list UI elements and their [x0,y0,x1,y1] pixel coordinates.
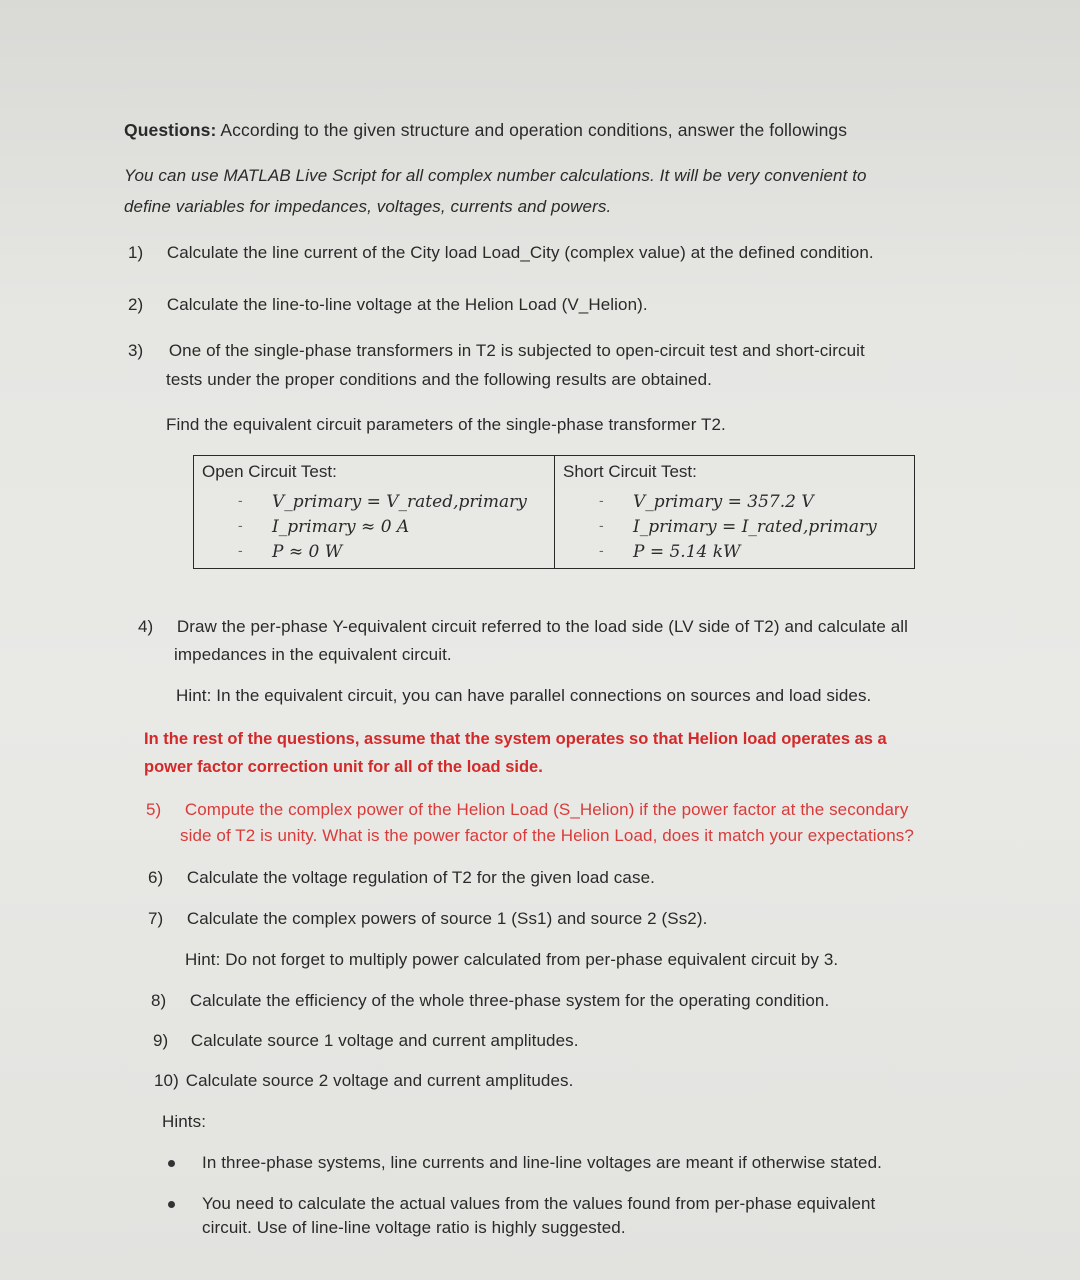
question-7 [148,909,707,929]
question-7-text: Calculate the complex powers of source 1 (Ss1) and source 2 (Ss2). [186,909,708,928]
question-1 [128,243,874,263]
open-circuit-voltage: V_primary = V_rated,primary [272,492,527,512]
question-number: 10) [154,1071,179,1090]
questions-heading [124,120,847,141]
hint-bullet-2-line-2: circuit. Use of line-line voltage ratio is highly suggested. [202,1218,626,1237]
hint-bullet-2-line-1: You need to calculate the actual values from the values found from per-phase equivalent [202,1194,876,1213]
list-dash: - [599,542,604,558]
list-dash: - [238,542,243,558]
question-10 [154,1071,573,1091]
list-dash: - [238,517,243,533]
question-3-line-1: One of the single-phase transformers in T2 is subjected to open-circuit test and short-circuit [168,341,865,360]
question-4-line-2: impedances in the equivalent circuit. [174,645,452,664]
question-7-hint: Hint: Do not forget to multiply power calculated from per-phase equivalent circuit by 3. [185,950,839,969]
question-9 [153,1031,579,1051]
transformer-test-table [193,455,915,569]
open-circuit-power: P ≈ 0 W [272,542,343,562]
question-6 [148,868,655,888]
hint-bullet-1: In three-phase systems, line currents and line-line voltages are meant if otherwise stated. [202,1153,882,1172]
question-4-line-1: Draw the per-phase Y-equivalent circuit referred to the load side (LV side of T2) and calculate all [176,617,909,636]
question-number: 9) [153,1031,169,1050]
bullet-icon [168,1201,175,1208]
list-dash: - [238,492,243,508]
list-dash: - [599,517,604,533]
question-number: 4) [138,617,154,636]
question-8 [151,991,829,1011]
short-circuit-test [554,456,914,568]
question-5-line-1: Compute the complex power of the Helion Load (S_Helion) if the power factor at the secondary [184,800,909,819]
question-9-text: Calculate source 1 voltage and current amplitudes. [190,1031,579,1050]
question-3 [128,341,865,361]
short-circuit-power: P = 5.14 kW [633,542,741,562]
question-number: 5) [146,800,162,819]
questions-label: Questions: [124,120,217,140]
list-dash: - [599,492,604,508]
question-4-hint: Hint: In the equivalent circuit, you can have parallel connections on sources and load sides. [176,686,872,705]
question-2 [128,295,648,315]
short-circuit-title: Short Circuit Test: [563,462,697,481]
question-number: 2) [128,295,144,314]
short-circuit-voltage: V_primary = 357.2 V [633,492,814,512]
short-circuit-current: I_primary = I_rated,primary [633,517,877,537]
question-number: 6) [148,868,164,887]
assumption-line-1: In the rest of the questions, assume that the system operates so that Helion load operates as a [144,730,887,748]
open-circuit-title: Open Circuit Test: [202,462,337,481]
question-3-line-2: tests under the proper conditions and the following results are obtained. [166,370,712,389]
open-circuit-test [194,456,554,568]
question-number: 7) [148,909,164,928]
intro-line-2: define variables for impedances, voltages, currents and powers. [124,197,612,216]
question-number: 3) [128,341,144,360]
question-number: 8) [151,991,167,1010]
question-3-line-3: Find the equivalent circuit parameters of the single-phase transformer T2. [166,415,726,434]
question-4 [138,617,908,637]
bullet-icon [168,1160,175,1167]
question-8-text: Calculate the efficiency of the whole three-phase system for the operating condition. [189,991,830,1010]
question-10-text: Calculate source 2 voltage and current amplitudes. [185,1071,574,1090]
assumption-line-2: power factor correction unit for all of the load side. [144,758,543,776]
question-number: 1) [128,243,144,262]
hints-label: Hints: [162,1112,207,1131]
intro-line-1: You can use MATLAB Live Script for all complex number calculations. It will be very convenient to [124,166,867,185]
questions-text: According to the given structure and operation conditions, answer the followings [216,120,848,140]
question-5 [146,800,908,820]
open-circuit-current: I_primary ≈ 0 A [272,517,410,537]
question-2-text: Calculate the line-to-line voltage at the Helion Load (V_Helion). [166,295,648,314]
question-1-text: Calculate the line current of the City load Load_City (complex value) at the defined condition. [166,243,874,262]
question-6-text: Calculate the voltage regulation of T2 for the given load case. [186,868,655,887]
question-5-line-2: side of T2 is unity. What is the power factor of the Helion Load, does it match your expectations? [180,826,914,845]
